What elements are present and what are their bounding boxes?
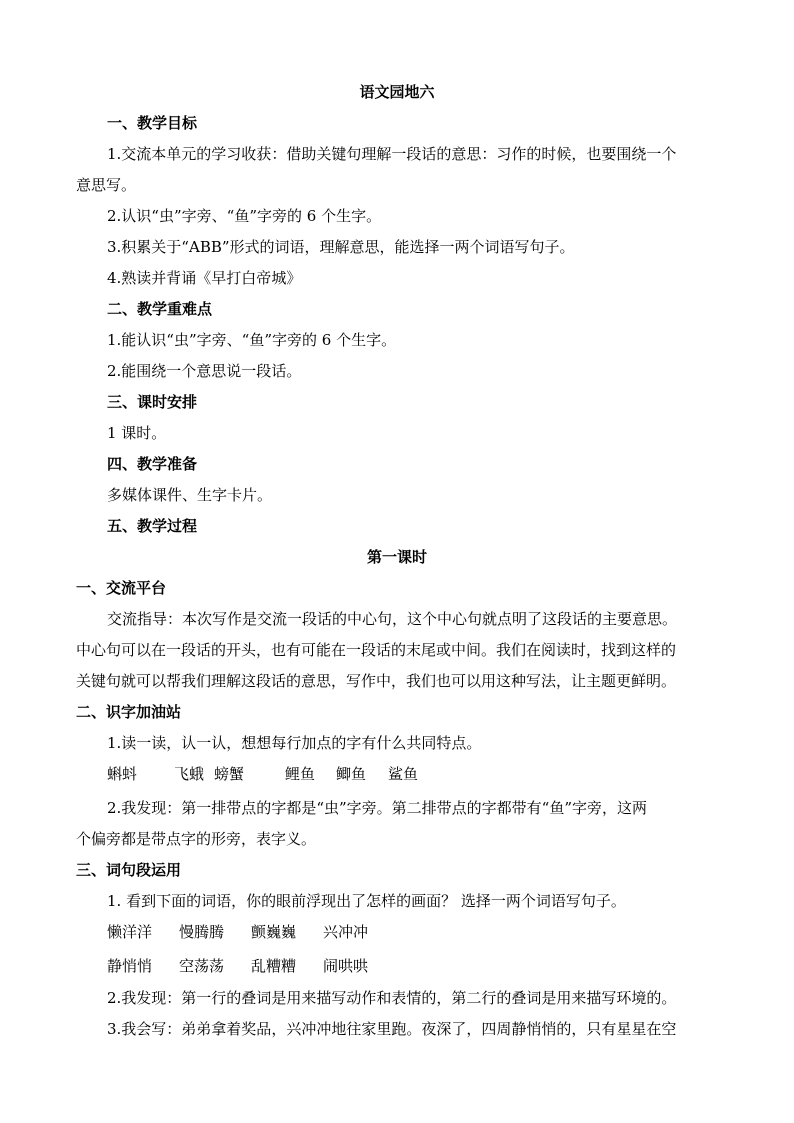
usage-word: 懒洋洋 xyxy=(107,923,153,941)
usage-word: 慢腾腾 xyxy=(179,923,225,941)
usage-item-1: 1. 看到下面的词语，你的眼前浮现出了怎样的画面？ 选择一两个词语写句子。 xyxy=(107,892,626,910)
lesson-title: 第一课时 xyxy=(366,548,427,566)
usage-word: 空荡荡 xyxy=(179,957,225,975)
exchange-line-3: 关键句就可以帮我们理解这段话的意思，写作中，我们也可以用这种写法，让主题更鲜明。 xyxy=(76,672,677,690)
document-title: 语文园地六 xyxy=(359,83,435,101)
literacy-item-2: 2.我发现：第一排带点的字都是“虫”字旁。第二排带点的字都带有“鱼”字旁，这两 xyxy=(107,799,647,817)
exchange-line-2: 中心句可以在一段话的开头，也有可能在一段话的末尾或中间。我们在阅读时，找到这样的 xyxy=(76,641,677,659)
usage-item-3: 3.我会写：弟弟拿着奖品，兴冲冲地往家里跑。夜深了，四周静悄悄的，只有星星在空 xyxy=(107,1020,677,1038)
literacy-word: 飞蛾 xyxy=(174,765,205,783)
section-heading-process: 五、教学过程 xyxy=(107,517,198,535)
goal-item-2: 2.认识“虫”字旁、“鱼”字旁的 6 个生字。 xyxy=(107,207,382,225)
exchange-line-1: 交流指导：本次写作是交流一段话的中心句，这个中心句就点明了这段话的主要意思。 xyxy=(107,610,678,628)
usage-word: 兴冲冲 xyxy=(323,923,369,941)
usage-word: 闹哄哄 xyxy=(323,957,369,975)
key-point-1: 1.能认识“虫”字旁、“鱼”字旁的 6 个生字。 xyxy=(107,331,397,349)
part-heading-exchange: 一、交流平台 xyxy=(76,579,167,597)
literacy-word: 鲨鱼 xyxy=(388,765,419,783)
literacy-word: 蝌蚪 xyxy=(107,765,138,783)
literacy-item-1: 1.读一读，认一认，想想每行加点的字有什么共同特点。 xyxy=(107,734,482,752)
literacy-word: 螃蟹 xyxy=(214,765,245,783)
usage-item-2: 2.我发现：第一行的叠词是用来描写动作和表情的，第二行的叠词是用来描写环境的。 xyxy=(107,989,677,1007)
literacy-word: 鲫鱼 xyxy=(336,765,367,783)
section-heading-key-points: 二、教学重难点 xyxy=(107,300,213,318)
usage-word-row-1 xyxy=(107,921,395,943)
goal-item-3: 3.积累关于“ABB”形式的词语，理解意思，能选择一两个词语写句子。 xyxy=(107,238,575,256)
preparation-text: 多媒体课件、生字卡片。 xyxy=(107,486,273,504)
section-heading-schedule: 三、课时安排 xyxy=(107,393,198,411)
literacy-item-2-cont: 个偏旁都是带点字的形旁，表字义。 xyxy=(76,830,317,848)
schedule-text: 1 课时。 xyxy=(107,424,167,442)
goal-item-1: 1.交流本单元的学习收获：借助关键句理解一段话的意思：习作的时候，也要围绕一个 xyxy=(107,145,677,163)
usage-word: 乱糟糟 xyxy=(251,957,297,975)
key-point-2: 2.能围绕一个意思说一段话。 xyxy=(107,362,302,380)
usage-word: 静悄悄 xyxy=(107,957,153,975)
section-heading-goals: 一、教学目标 xyxy=(107,114,198,132)
goal-item-4: 4.熟读并背诵《早打白帝城》 xyxy=(107,269,302,287)
literacy-word-row xyxy=(107,763,428,785)
part-heading-usage: 三、词句段运用 xyxy=(76,861,182,879)
goal-item-1-cont: 意思写。 xyxy=(76,176,137,194)
usage-word: 颤巍巍 xyxy=(251,923,297,941)
usage-word-row-2 xyxy=(107,955,395,977)
part-heading-literacy: 二、识字加油站 xyxy=(76,703,182,721)
section-heading-preparation: 四、教学准备 xyxy=(107,455,198,473)
literacy-word: 鲤鱼 xyxy=(285,765,316,783)
